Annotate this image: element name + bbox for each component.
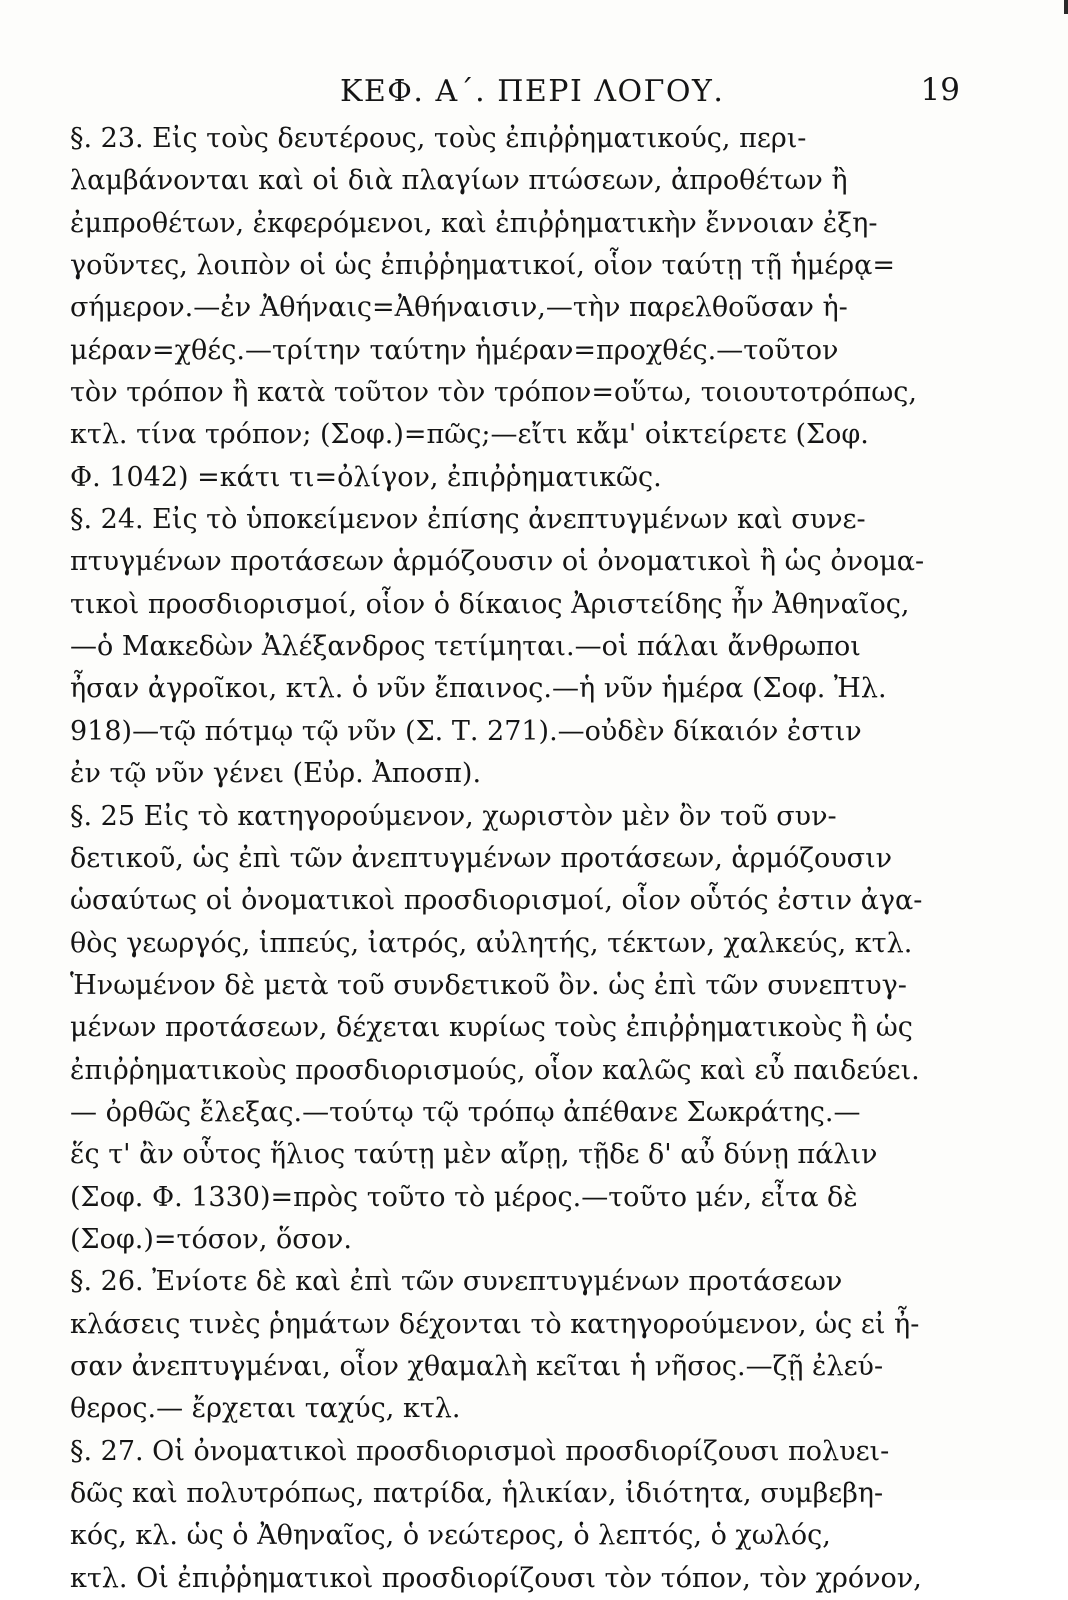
text-line-11: πτυγμένων προτάσεων ἁρμόζουσιν οἱ ὀνοματικοὶ ἢ ὡς ὀνομα- [70, 546, 925, 578]
text-line-33: δῶς καὶ πολυτρόπως, πατρίδα, ἡλικίαν, ἰδιότητα, συμβεβη- [70, 1478, 884, 1509]
text-line-22: μένων προτάσεων, δέχεται κυρίως τοὺς ἐπιῤῥηματικοὺς ἢ ὡς [70, 1012, 913, 1044]
text-line-19: ὡσαύτως οἱ ὀνοματικοὶ προσδιορισμοί, οἷον οὗτός ἐστιν ἀγα- [70, 885, 923, 917]
text-line-20: θὸς γεωργός, ἱππεύς, ἰατρός, αὐλητής, τέκτων, χαλκεύς, κτλ. [70, 927, 913, 959]
running-head: ΚΕΦ. Α΄. ΠΕΡΙ ΛΟΓΟΥ. [340, 74, 725, 109]
text-line-10: §. 24. Εἰς τὸ ὑποκείμενον ἐπίσης ἀνεπτυγμένων καὶ συνε- [70, 504, 866, 536]
text-line-15: 918)—τῷ πότμῳ τῷ νῦν (Σ. Τ. 271).—οὐδὲν δίκαιόν ἐστιν [70, 715, 862, 747]
text-line-27: (Σοφ.)=τόσον, ὅσον. [70, 1223, 352, 1255]
text-line-34: κός, κλ. ὡς ὁ Ἀθηναῖος, ὁ νεώτερος, ὁ λεπτός, ὁ χωλός, [70, 1520, 831, 1552]
text-line-23: ἐπιῤῥηματικοὺς προσδιορισμούς, οἷον καλῶς καὶ εὖ παιδεύει. [70, 1054, 920, 1086]
text-line-28: §. 26. Ἐνίοτε δὲ καὶ ἐπὶ τῶν συνεπτυγμένων προτάσεων [70, 1266, 843, 1298]
text-line-14: ἦσαν ἀγροῖκοι, κτλ. ὁ νῦν ἔπαινος.—ἡ νῦν ἡμέρα (Σοφ. Ἠλ. [70, 673, 887, 705]
text-line-01: §. 23. Εἰς τοὺς δευτέρους, τοὺς ἐπιῤῥηματικούς, περι- [70, 123, 807, 154]
text-line-25: ἕς τ' ἂν οὗτος ἥλιος ταύτῃ μὲν αἴρῃ, τῇδε δ' αὖ δύνῃ πάλιν [70, 1139, 878, 1171]
text-line-12: τικοὶ προσδιορισμοί, οἷον ὁ δίκαιος Ἀριστείδης ἦν Ἀθηναῖος, [70, 588, 910, 620]
text-line-26: (Σοφ. Φ. 1330)=πρὸς τοῦτο τὸ μέρος.—τοῦτο μέν, εἶτα δὲ [70, 1181, 858, 1213]
scan-edge-mark [1064, 0, 1068, 14]
text-line-18: δετικοῦ, ὡς ἐπὶ τῶν ἀνεπτυγμένων προτάσεων, ἁρμόζουσιν [70, 842, 893, 874]
text-line-32: §. 27. Οἱ ὀνοματικοὶ προσδιορισμοὶ προσδιορίζουσι πολυει- [70, 1435, 890, 1467]
text-line-21: Ἡνωμένον δὲ μετὰ τοῦ συνδετικοῦ ὂν. ὡς ἐπὶ τῶν συνεπτυγ- [70, 969, 907, 1001]
text-line-05: σήμερον.—ἐν Ἀθήναις=Ἀθήναισιν,—τὴν παρελθοῦσαν ἡ- [70, 292, 848, 324]
page-number: 19 [920, 72, 960, 108]
text-line-09: Φ. 1042) =κάτι τι=ὀλίγον, ἐπιῤῥηματικῶς. [70, 461, 662, 493]
text-line-29: κλάσεις τινὲς ῥημάτων δέχονται τὸ κατηγορούμενον, ὡς εἰ ἦ- [70, 1308, 920, 1340]
text-line-02: λαμβάνονται καὶ οἱ διὰ πλαγίων πτώσεων, ἀπροθέτων ἢ [70, 165, 848, 197]
text-line-04: γοῦντες, λοιπὸν οἱ ὡς ἐπιῤῥηματικοί, οἷον ταύτῃ τῇ ἡμέρᾳ= [70, 250, 895, 282]
text-line-30: σαν ἀνεπτυγμέναι, οἷον χθαμαλὴ κεῖται ἡ νῆσος.—ζῇ ἐλεύ- [70, 1350, 884, 1382]
text-line-06: μέραν=χθές.—τρίτην ταύτην ἡμέραν=προχθές.—τοῦτον [70, 334, 839, 366]
text-line-16: ἐν τῷ νῦν γένει (Εὐρ. Ἀποσπ). [70, 758, 482, 790]
page-header [70, 72, 960, 120]
text-line-35: κτλ. Οἱ ἐπιῤῥηματικοὶ προσδιορίζουσι τὸν τόπον, τὸν χρόνον, [70, 1562, 922, 1594]
text-line-24: — ὀρθῶς ἔλεξας.—τούτῳ τῷ τρόπῳ ἀπέθανε Σωκράτης.— [70, 1096, 861, 1128]
page-body [70, 118, 960, 1600]
text-line-13: —ὁ Μακεδὼν Ἀλέξανδρος τετίμηται.—οἱ πάλαι ἄνθρωποι [70, 631, 861, 663]
text-line-17: §. 25 Εἰς τὸ κατηγορούμενον, χωριστὸν μὲν ὂν τοῦ συν- [70, 800, 837, 832]
text-line-08: κτλ. τίνα τρόπον; (Σοφ.)=πῶς;—εἴτι κἄμ' οἰκτείρετε (Σοφ. [70, 419, 869, 451]
text-line-07: τὸν τρόπον ἢ κατὰ τοῦτον τὸν τρόπον=οὕτω, τοιουτοτρόπως, [70, 377, 917, 409]
text-line-03: ἐμπροθέτων, ἐκφερόμενοι, καὶ ἐπιῤῥηματικὴν ἔννοιαν ἐξη- [70, 207, 878, 239]
text-line-31: θερος.— ἔρχεται ταχύς, κτλ. [70, 1393, 461, 1425]
